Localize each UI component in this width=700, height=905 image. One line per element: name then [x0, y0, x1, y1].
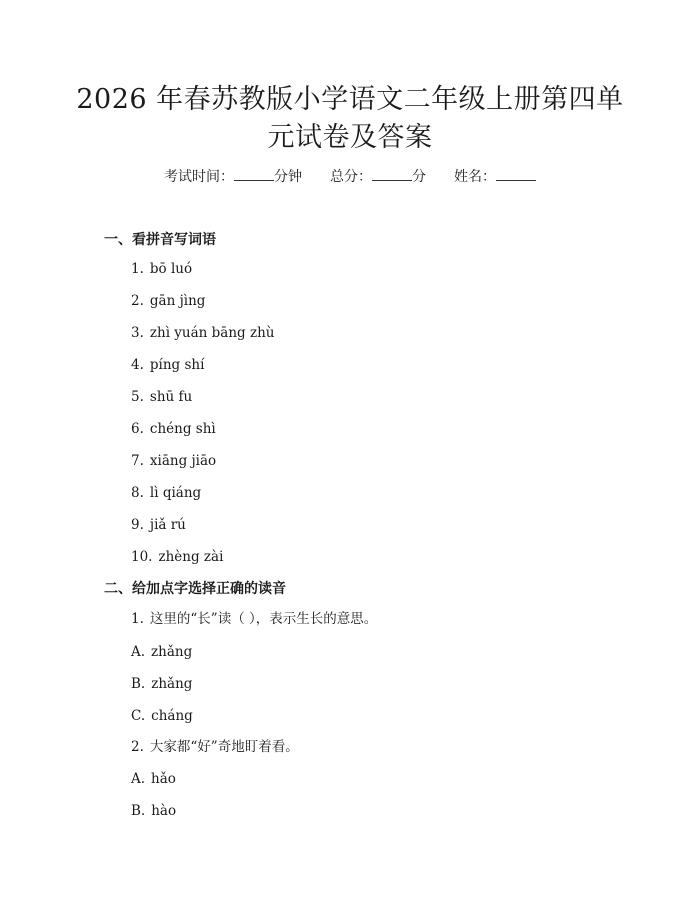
item-number: 4.: [131, 357, 144, 373]
page-title-line-1: 2026 年春苏教版小学语文二年级上册第四单: [76, 84, 624, 115]
item-text: zhǎng: [151, 676, 193, 692]
pinyin-item: [131, 514, 186, 536]
pinyin-item: [131, 354, 204, 376]
item-text: gān jìng: [149, 293, 206, 309]
item-number: A.: [131, 771, 146, 787]
pinyin-item: [131, 386, 192, 408]
total-score-unit: 分: [412, 169, 426, 185]
answer-option: [131, 768, 176, 790]
question-item: [131, 608, 377, 630]
item-text: hào: [151, 803, 177, 819]
pinyin-item: [131, 258, 192, 280]
answer-option: [131, 641, 192, 663]
item-text: 这里的“长”读（ ），表示生长的意思。: [149, 611, 378, 627]
item-number: 5.: [131, 389, 144, 405]
student-name-field: [454, 169, 536, 185]
item-text: xiāng jiāo: [149, 453, 217, 469]
total-score-blank: [372, 166, 412, 181]
exam-meta-row: [0, 166, 700, 188]
student-name-blank: [496, 166, 536, 181]
item-number: C.: [131, 708, 146, 724]
item-text: bō luó: [149, 261, 193, 277]
item-number: A.: [131, 644, 146, 660]
item-number: 2.: [131, 293, 144, 309]
answer-option: [131, 673, 192, 695]
item-text: 大家都“好”奇地盯着看。: [149, 739, 299, 755]
page-title-line-2: 元试卷及答案: [267, 122, 433, 153]
item-text: píng shí: [149, 357, 205, 373]
exam-time-unit: 分钟: [274, 169, 302, 185]
total-score-field: [330, 169, 426, 185]
item-number: 8.: [131, 485, 144, 501]
pinyin-item: [131, 546, 223, 568]
item-number: B.: [131, 676, 146, 692]
question-item: [131, 736, 299, 758]
answer-option: [131, 705, 193, 727]
item-text: chéng shì: [149, 421, 216, 437]
item-number: 1.: [131, 261, 144, 277]
section-2-title: 二、给加点字选择正确的读音: [104, 581, 286, 597]
section-1-title: 一、看拼音写词语: [104, 232, 216, 248]
pinyin-item: [131, 450, 216, 472]
exam-time-blank: [234, 166, 274, 181]
item-number: 1.: [131, 611, 144, 627]
item-text: zhèng zài: [158, 549, 224, 565]
item-number: 6.: [131, 421, 144, 437]
item-text: zhì yuán bāng zhù: [149, 325, 275, 341]
total-score-label: 总分：: [330, 169, 372, 185]
pinyin-item: [131, 290, 205, 312]
item-text: lì qiáng: [149, 485, 202, 501]
item-text: zhǎng: [151, 644, 193, 660]
item-text: hǎo: [151, 771, 176, 787]
item-number: 7.: [131, 453, 144, 469]
item-text: cháng: [151, 708, 193, 724]
item-number: 9.: [131, 517, 144, 533]
item-number: 2.: [131, 739, 144, 755]
student-name-label: 姓名：: [454, 169, 496, 185]
item-text: jiǎ rú: [149, 517, 186, 533]
item-number: 10.: [131, 549, 153, 565]
exam-time-field: [164, 169, 302, 185]
answer-option: [131, 800, 176, 822]
pinyin-item: [131, 322, 274, 344]
pinyin-item: [131, 418, 216, 440]
item-number: 3.: [131, 325, 144, 341]
item-text: shū fu: [149, 389, 193, 405]
exam-time-label: 考试时间：: [164, 169, 234, 185]
item-number: B.: [131, 803, 146, 819]
pinyin-item: [131, 482, 201, 504]
